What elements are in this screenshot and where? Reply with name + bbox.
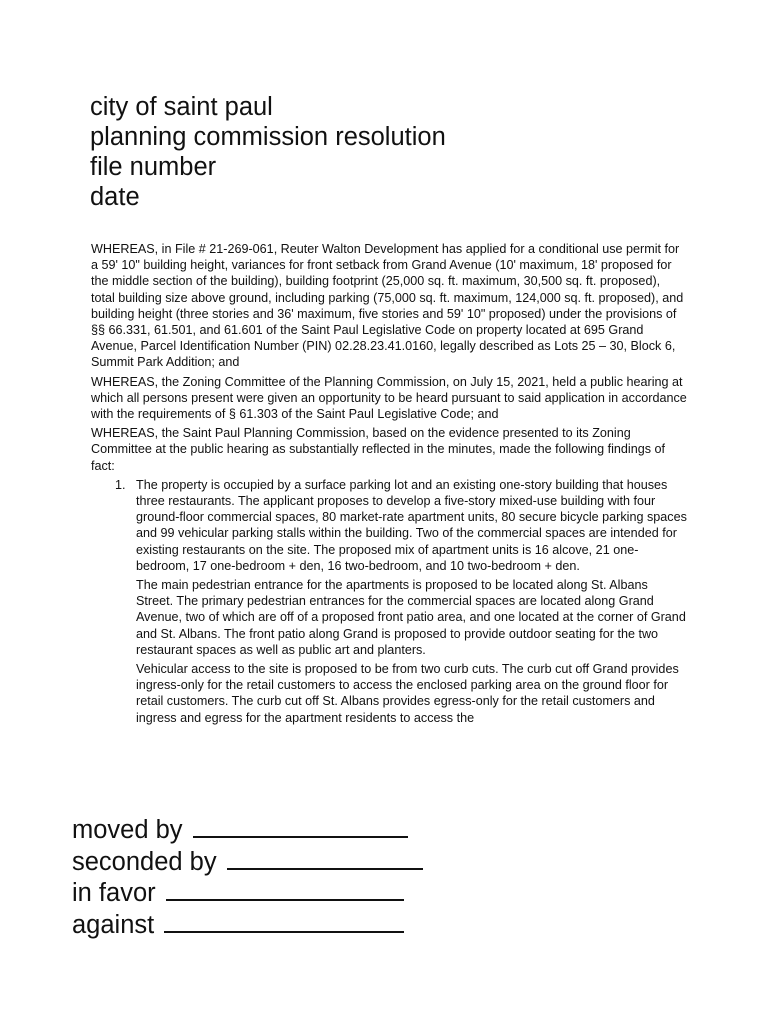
whereas-paragraph-2: WHEREAS, the Zoning Committee of the Planning Commission, on July 15, 2021, held a public hearing at which all persons present were given an opportunity to be heard pursuant to said application in accordance with the requirements of § 61.303 of the Saint Paul Legislative Code; and <box>91 374 687 422</box>
resolution-header <box>90 92 446 212</box>
finding-paragraph-2: The main pedestrian entrance for the apartments is proposed to be located along St. Albans Street. The primary pedestrian entrances for the commercial spaces are located along Grand Avenue, two of which are off of a proposed front patio area, and one located at the corner of Grand and St. Albans. The front patio along Grand is proposed to provide outdoor seating for the two restaurant spaces as well as public art and planters. <box>136 578 686 657</box>
moved-by-blank <box>193 814 408 838</box>
finding-paragraph-3: Vehicular access to the site is proposed to be from two curb cuts. The curb cut off Grand provides ingress-only for the retail customers to access the enclosed parking area on the ground floor for retail customers. The curb cut off St. Albans provides egress-only for the retail customers and ingress and egress for the apartment residents to access the <box>136 662 679 725</box>
against-line <box>72 909 423 941</box>
header-date: date <box>90 183 140 211</box>
seconded-by-label: seconded by <box>72 847 217 876</box>
header-city: city of saint paul <box>90 93 273 121</box>
finding-number: 1. <box>115 477 126 492</box>
in-favor-line <box>72 877 423 909</box>
against-blank <box>164 909 404 933</box>
finding-item <box>91 477 687 726</box>
resolution-body <box>91 241 687 729</box>
seconded-by-blank <box>227 846 423 870</box>
vote-block <box>72 814 423 940</box>
in-favor-blank <box>166 877 404 901</box>
against-label: against <box>72 910 155 939</box>
whereas-paragraph-1: WHEREAS, in File # 21-269-061, Reuter Walton Development has applied for a conditional use permit for a 59' 10" building height, variances for front setback from Grand Avenue (10' maximum, 18' proposed for the middle section of the building), building footprint (25,000 sq. ft. maximum, 30,500 sq. ft. proposed), total building size above ground, including parking (75,000 sq. ft. maximum, 124,000 sq. ft. proposed), and building height (three stories and 36' maximum, five stories and 59' 10" proposed) under the provisions of §§ 66.331, 61.501, and 61.601 of the Saint Paul Legislative Code on property located at 695 Grand Avenue, Parcel Identification Number (PIN) 02.28.23.41.0160, legally described as Lots 25 – 30, Block 6, Summit Park Addition; and <box>91 242 684 370</box>
header-title: planning commission resolution <box>90 123 446 151</box>
header-file-number: file number <box>90 153 217 181</box>
moved-by-label: moved by <box>72 816 183 844</box>
in-favor-label: in favor <box>72 879 156 907</box>
seconded-by-line <box>72 846 423 878</box>
findings-list <box>91 477 687 726</box>
moved-by-line <box>72 814 423 846</box>
finding-paragraph-1: The property is occupied by a surface parking lot and an existing one-story building that houses three restaurants. The applicant proposes to develop a five-story mixed-use building with four ground-floor commercial spaces, 80 market-rate apartment units, 80 secure bicycle parking spaces and 99 vehicular parking stalls within the building. Two of the commercial spaces are intended for existing restaurants on the site. The proposed mix of apartment units is 16 alcove, 21 one-bedroom, 17 one-bedroom + den, 16 two-bedroom, and 10 two-bedroom + den. <box>136 477 687 573</box>
whereas-paragraph-3: WHEREAS, the Saint Paul Planning Commission, based on the evidence presented to its Zoning Committee at the public hearing as substantially reflected in the minutes, made the following findings of fact: <box>91 426 666 473</box>
